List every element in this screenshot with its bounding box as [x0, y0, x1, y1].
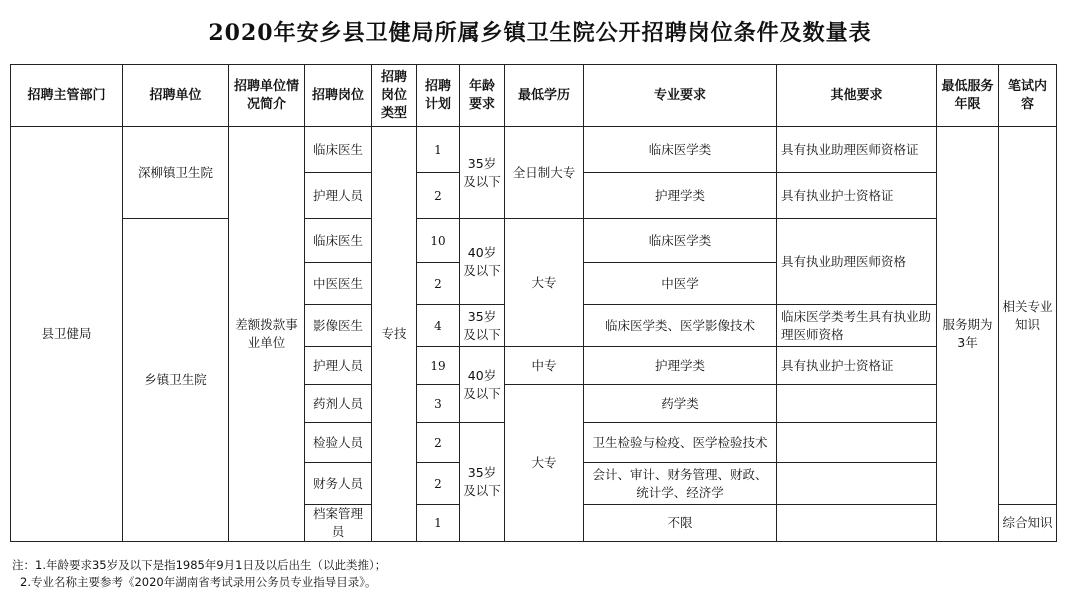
post-cell: 临床医生 — [305, 219, 372, 263]
edu-cell: 大专 — [505, 219, 584, 347]
plan-cell: 1 — [417, 127, 460, 173]
exam-cell: 综合知识 — [999, 505, 1057, 542]
header-cell: 其他要求 — [777, 65, 937, 127]
age-cell: 40岁及以下 — [460, 219, 505, 305]
major-cell: 临床医学类 — [584, 127, 777, 173]
major-cell: 中医学 — [584, 263, 777, 305]
post-cell: 临床医生 — [305, 127, 372, 173]
plan-cell: 3 — [417, 385, 460, 423]
plan-cell: 2 — [417, 463, 460, 505]
plan-cell: 2 — [417, 423, 460, 463]
plan-cell: 1 — [417, 505, 460, 542]
header-cell: 最低学历 — [505, 65, 584, 127]
table-row — [11, 127, 1057, 173]
post-cell: 护理人员 — [305, 347, 372, 385]
other-cell — [777, 385, 937, 423]
exam-cell: 相关专业知识 — [999, 127, 1057, 505]
major-cell: 护理学类 — [584, 347, 777, 385]
plan-cell: 4 — [417, 305, 460, 347]
post-cell: 影像医生 — [305, 305, 372, 347]
plan-cell: 10 — [417, 219, 460, 263]
other-cell: 具有执业助理医师资格 — [777, 219, 937, 305]
major-cell: 卫生检验与检疫、医学检验技术 — [584, 423, 777, 463]
plan-cell: 2 — [417, 173, 460, 219]
header-cell: 招聘岗位 — [305, 65, 372, 127]
post-cell: 财务人员 — [305, 463, 372, 505]
major-cell: 药学类 — [584, 385, 777, 423]
plan-cell: 2 — [417, 263, 460, 305]
service-cell: 服务期为3年 — [937, 127, 999, 542]
edu-cell: 全日制大专 — [505, 127, 584, 219]
page-title: 2020年安乡县卫健局所属乡镇卫生院公开招聘岗位条件及数量表 — [208, 19, 872, 46]
post-cell: 护理人员 — [305, 173, 372, 219]
age-cell: 35岁及以下 — [460, 423, 505, 542]
post-cell: 药剂人员 — [305, 385, 372, 423]
header-cell: 最低服务年限 — [937, 65, 999, 127]
other-cell: 临床医学类考生具有执业助理医师资格 — [777, 305, 937, 347]
post-cell: 检验人员 — [305, 423, 372, 463]
major-cell: 会计、审计、财务管理、财政、统计学、经济学 — [584, 463, 777, 505]
major-cell: 不限 — [584, 505, 777, 542]
plan-cell: 19 — [417, 347, 460, 385]
footnotes — [12, 557, 386, 591]
unit-cell: 深柳镇卫生院 — [123, 127, 229, 219]
header-cell: 招聘计划 — [417, 65, 460, 127]
header-cell: 笔试内容 — [999, 65, 1057, 127]
header-cell: 招聘主管部门 — [11, 65, 123, 127]
header-cell: 专业要求 — [584, 65, 777, 127]
other-cell: 具有执业护士资格证 — [777, 173, 937, 219]
recruitment-table — [10, 64, 1057, 542]
age-cell: 35岁及以下 — [460, 305, 505, 347]
other-cell: 具有执业护士资格证 — [777, 347, 937, 385]
other-cell — [777, 505, 937, 542]
edu-cell: 大专 — [505, 385, 584, 542]
major-cell: 临床医学类、医学影像技术 — [584, 305, 777, 347]
post-type-cell: 专技 — [372, 127, 417, 542]
footnote: 注：1.年龄要求35岁及以下是指1985年9月1日及以后出生（以此类推）； — [12, 558, 387, 572]
header-cell: 招聘单位 — [123, 65, 229, 127]
header-cell: 招聘单位情况简介 — [229, 65, 305, 127]
footnote: 2.专业名称主要参考《2020年湖南省考试录用公务员专业指导目录》。 — [20, 575, 377, 589]
dept-cell: 县卫健局 — [11, 127, 123, 542]
unit-cell: 乡镇卫生院 — [123, 219, 229, 542]
post-cell: 中医医生 — [305, 263, 372, 305]
header-row — [11, 65, 1057, 127]
header-cell: 年龄要求 — [460, 65, 505, 127]
major-cell: 临床医学类 — [584, 219, 777, 263]
other-cell — [777, 463, 937, 505]
header-cell: 招聘岗位类型 — [372, 65, 417, 127]
intro-cell: 差额拨款事业单位 — [229, 127, 305, 542]
major-cell: 护理学类 — [584, 173, 777, 219]
age-cell: 40岁及以下 — [460, 347, 505, 423]
other-cell — [777, 423, 937, 463]
table-row — [11, 219, 1057, 263]
other-cell: 具有执业助理医师资格证 — [777, 127, 937, 173]
age-cell: 35岁及以下 — [460, 127, 505, 219]
edu-cell: 中专 — [505, 347, 584, 385]
post-cell: 档案管理员 — [305, 505, 372, 542]
